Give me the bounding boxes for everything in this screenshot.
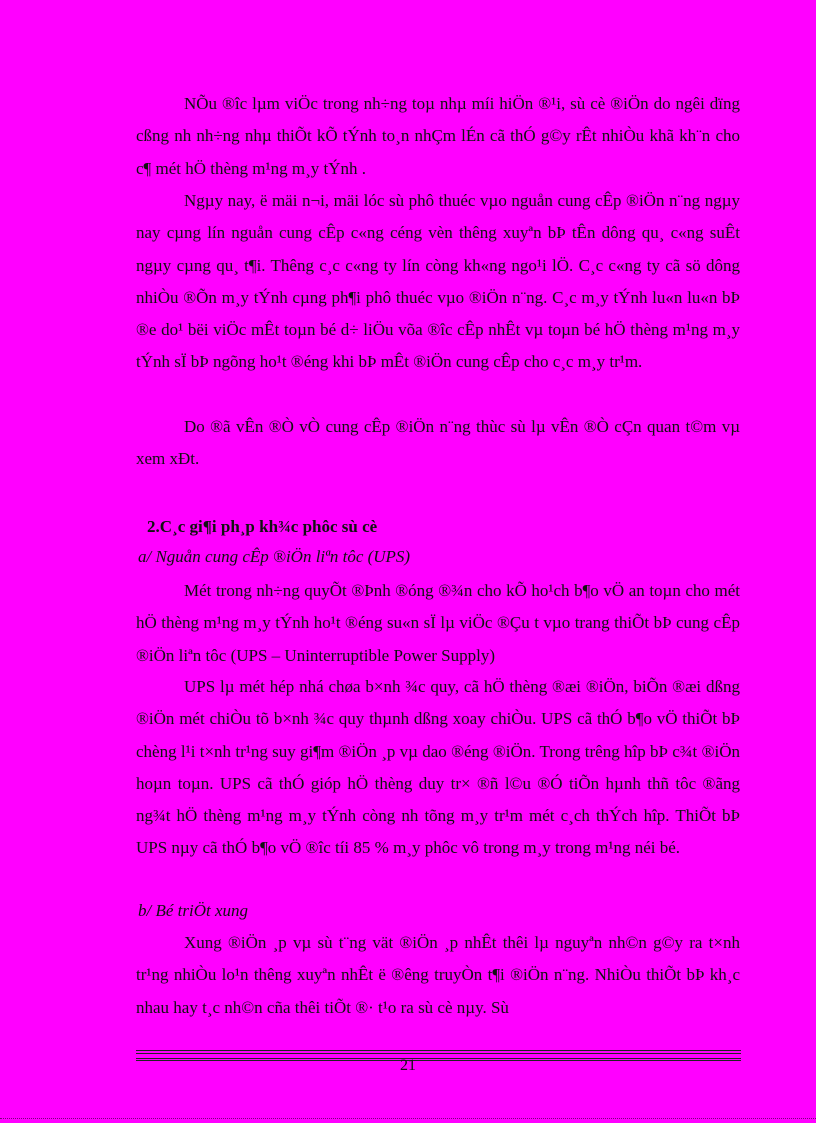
paragraph-2: Ngµy nay, ë mäi n¬i, mäi lóc sù phô thuéc vµo nguån cung cÊp ®iÖn n¨ng ngµy nay cµng lín nguån cung cÊp c«ng céng vèn thêng xuyªn bÞ tÊn dông qu¸ c«ng suÊt ngµy cµng qu¸ t¶i. Thêng c¸c c«ng ty lín còng kh«ng ngo¹i lÖ. C¸c c«ng ty cã sö dông nhiÒu ®Õn m¸y tÝnh cµng ph¶i phô thuéc vµo ®iÖn n¨ng. C¸c m¸y tÝnh lu«n lu«n bÞ ®e do¹ bëi viÖc mÊt toµn bé d÷ liÖu võa ®îc cÊp nhÊt vµ toµn bé hÖ thèng m¹ng m¸y tÝnh sÏ bÞ ngõng ho¹t ®éng khi bÞ mÊt ®iÖn cung cÊp cho c¸c m¸y tr¹m. xyxy=(136,191,740,372)
subsection-a-heading: a/ Nguån cung cÊp ®iÖn liªn tôc (UPS) xyxy=(138,547,411,566)
paragraph-surge-1: Xung ®iÖn ¸p vµ sù t¨ng vät ®iÖn ¸p nhÊt thêi lµ nguyªn nh©n g©y ra t×nh tr¹ng nhiÒu lo¹n thêng xuyªn nhÊt ë ®êng truyÒn t¶i ®iÖn n¨ng. NhiÒu thiÕt bÞ kh¸c nhau hay t¸c nh©n cña thêi tiÕt ®· t¹o ra sù cè nµy. Sù xyxy=(136,933,740,1017)
paragraph-ups-2: UPS lµ mét hép nhá chøa b×nh ¾c quy, cã hÖ thèng ®æi ®iÖn, biÕn ®æi dßng ®iÖn mét chiÒu tõ b×nh ¾c quy thµnh dßng xoay chiÒu. UPS cã thÓ b¶o vÖ thiÕt bÞ chèng l¹i t×nh tr¹ng suy gi¶m ®iÖn ¸p vµ dao ®éng ®iÖn. Trong trêng hîp bÞ c¾t ®iÖn hoµn toµn. UPS cã thÓ gióp hÖ thèng duy tr× ®ñ l©u ®Ó tiÕn hµnh thñ tôc ®ãng ng¾t hÖ thèng m¹ng m¸y tÝnh còng nh tõng m¸y tr¹m mét c¸ch thÝch hîp. ThiÕt bÞ UPS nµy cã thÓ b¶o vÖ ®îc tíi 85 % m¸y phôc vô trong m¸y trong m¹ng néi bé. xyxy=(136,677,740,858)
paragraph-3: Do ®ã vÊn ®Ò vÒ cung cÊp ®iÖn n¨ng thùc sù lµ vÊn ®Ò cÇn quan t©m vµ xem xÐt. xyxy=(136,417,740,469)
paragraph-ups-1: Mét trong nh÷ng quyÕt ®Þnh ®óng ®¾n cho kÕ ho¹ch b¶o vÖ an toµn cho mét hÖ thèng m¹ng m¸y tÝnh ho¹t ®éng su«n sÏ lµ viÖc ®Çu t vµo trang thiÕt bÞ cung cÊp ®iÖn liªn tôc (UPS – Uninterruptible Power Supply) xyxy=(136,581,740,665)
subsection-b-heading: b/ Bé triÖt xung xyxy=(138,901,249,920)
page-bottom-edge xyxy=(0,1118,816,1119)
section-heading: 2.C¸c gi¶i ph¸p kh¾c phôc sù cè xyxy=(147,517,378,536)
page-number: 21 xyxy=(400,1057,416,1074)
paragraph-1: NÕu ®îc lµm viÖc trong nh÷ng toµ nhµ míi hiÖn ®¹i, sù cè ®iÖn do ngêi dïng cßng nh nh÷ng nhµ thiÕt kÕ tÝnh to¸n nhÇm lÉn cã thÓ g©y rÊt nhiÒu khã kh¨n cho c¶ mét hÖ thèng m¹ng m¸y tÝnh . xyxy=(136,94,740,178)
